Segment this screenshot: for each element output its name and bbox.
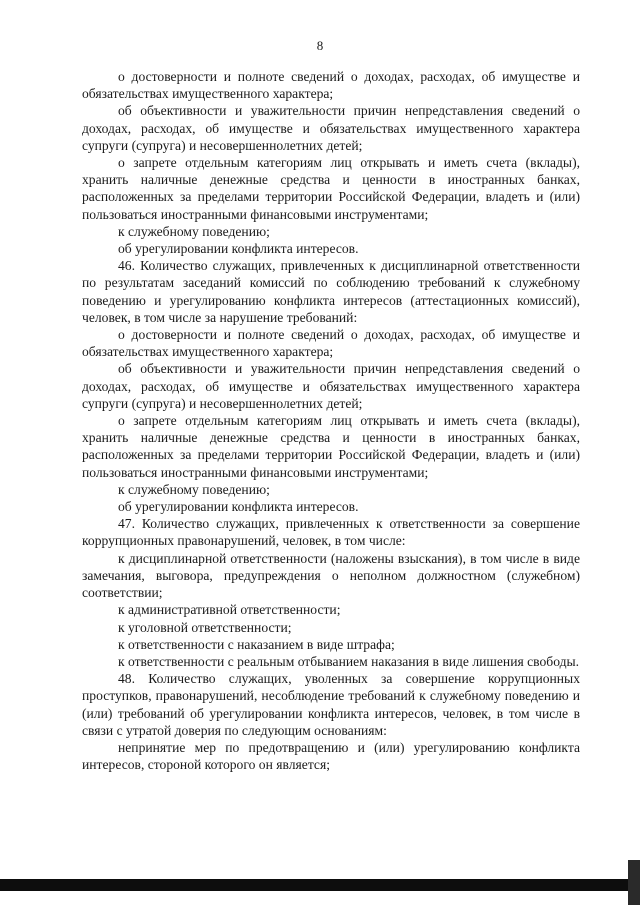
paragraph-10: к служебному поведению; <box>118 481 270 497</box>
paragraph-item-47: 47. Количество служащих, привлеченных к ответственности за совершение коррупционных правонарушений, человек, в том числе: <box>82 516 580 549</box>
paragraph-19: непринятие мер по предотвращению и (или) урегулированию конфликта интересов, стороной которого он является; <box>82 739 580 773</box>
paragraph-1: о достоверности и полноте сведений о доходах, расходах, об имуществе и обязательствах имущественного характера; <box>82 69 580 102</box>
paragraph-16: к ответственности с наказанием в виде штрафа; <box>118 636 395 652</box>
scan-corner-shadow <box>628 860 640 905</box>
paragraph-13: к дисциплинарной ответственности (наложены взыскания), в том числе в виде замечания, выговора, предупреждения о неполном должностном (служебном) соответствии; <box>82 550 580 601</box>
paragraph-2: об объективности и уважительности причин непредставления сведений о доходах, расходах, об имуществе и обязательствах имущественного характера супруги (супруга) и несовершеннолетних детей; <box>82 103 580 153</box>
paragraph-7: о достоверности и полноте сведений о доходах, расходах, об имуществе и обязательствах имущественного характера; <box>82 327 580 360</box>
document-body <box>82 68 580 773</box>
paragraph-8: об объективности и уважительности причин непредставления сведений о доходах, расходах, об имуществе и обязательствах имущественного характера супруги (супруга) и несовершеннолетних детей; <box>82 361 580 411</box>
paragraph-5: об урегулировании конфликта интересов. <box>118 241 359 257</box>
paragraph-9: о запрете отдельным категориям лиц открывать и иметь счета (вклады), хранить наличные денежные средства и ценности в иностранных банках, расположенных за пределами территории Российской Федерации, владеть и (или) пользоваться иностранными финансовыми инструментами; <box>82 413 580 480</box>
paragraph-14: к административной ответственности; <box>118 602 341 618</box>
paragraph-11: об урегулировании конфликта интересов. <box>118 499 359 515</box>
scan-bottom-edge <box>0 879 640 891</box>
paragraph-17: к ответственности с реальным отбыванием наказания в виде лишения свободы. <box>118 653 580 669</box>
paragraph-item-46: 46. Количество служащих, привлеченных к дисциплинарной ответственности по результатам заседаний комиссий по соблюдению требований к служебному поведению и урегулированию конфликта интересов (аттестационных комиссий), человек, в том числе за нарушение требований: <box>82 258 580 325</box>
paragraph-item-48: 48. Количество служащих, уволенных за совершение коррупционных проступков, правонарушений, несоблюдение требований к служебному поведению и (или) требований об урегулировании конфликта интересов, человек, в том числе в связи с утратой доверия по следующим основаниям: <box>82 671 580 738</box>
page-number: 8 <box>316 38 324 53</box>
paragraph-15: к уголовной ответственности; <box>118 619 292 635</box>
paragraph-3: о запрете отдельным категориям лиц открывать и иметь счета (вклады), хранить наличные денежные средства и ценности в иностранных банках, расположенных за пределами территории Российской Федерации, владеть и (или) пользоваться иностранными финансовыми инструментами; <box>82 155 580 222</box>
paragraph-4: к служебному поведению; <box>118 223 270 239</box>
